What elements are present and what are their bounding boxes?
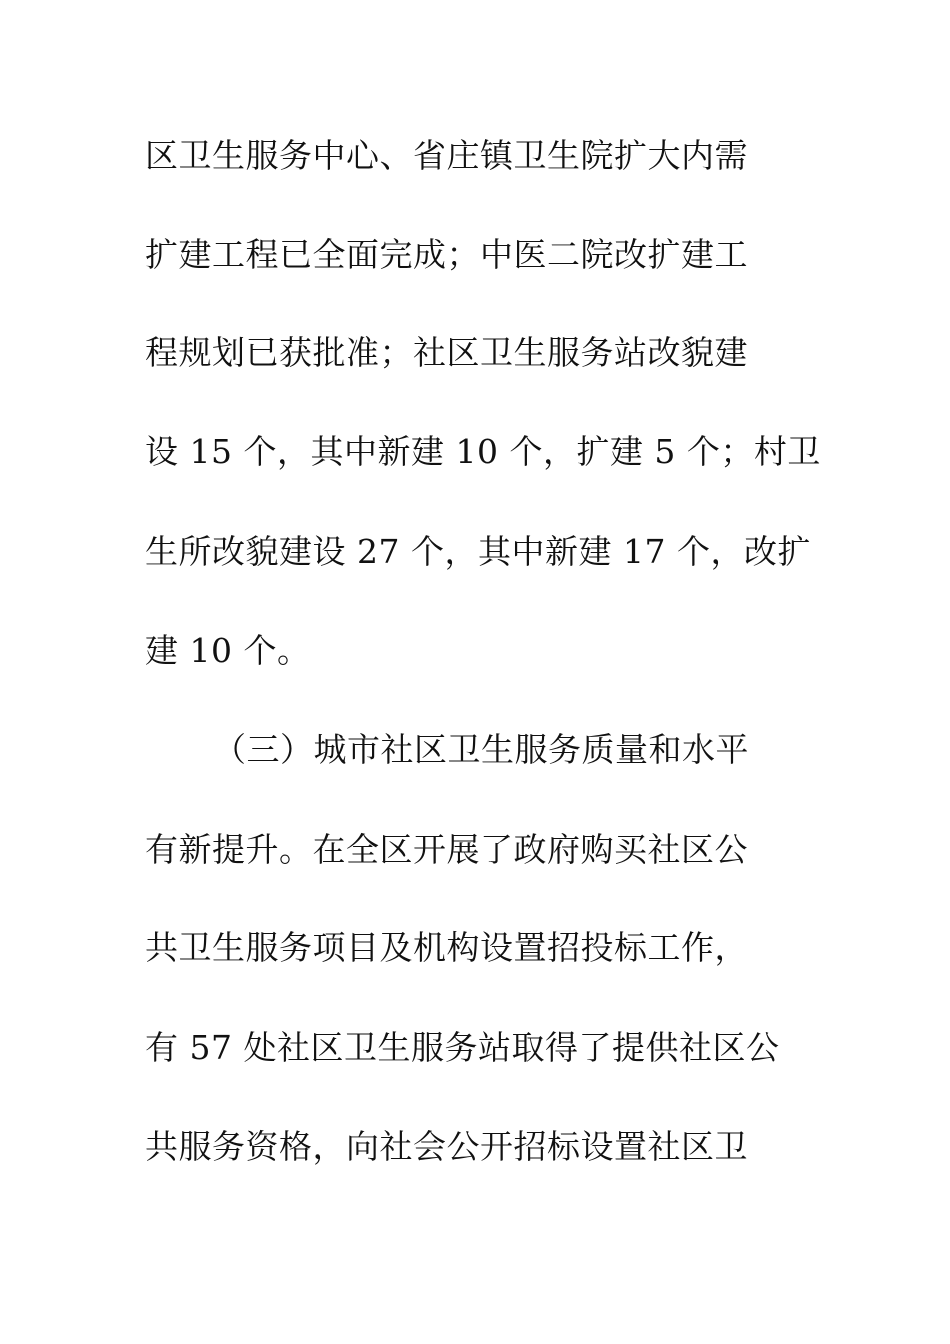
paragraph-line-1: 区卫生服务中心、省庄镇卫生院扩大内需 bbox=[145, 136, 748, 175]
paragraph-line-8: 有新提升。在全区开展了政府购买社区公 bbox=[145, 830, 748, 869]
section-heading-line: （三）城市社区卫生服务质量和水平 bbox=[213, 730, 749, 769]
paragraph-line-2: 扩建工程已全面完成；中医二院改扩建工 bbox=[145, 235, 748, 274]
paragraph-line-9: 共卫生服务项目及机构设置招投标工作， bbox=[145, 928, 748, 967]
paragraph-line-10: 有 57 处社区卫生服务站取得了提供社区公 bbox=[145, 1028, 780, 1067]
paragraph-line-4: 设 15 个，其中新建 10 个，扩建 5 个；村卫 bbox=[145, 432, 821, 471]
paragraph-line-6: 建 10 个。 bbox=[145, 631, 311, 670]
paragraph-line-11: 共服务资格，向社会公开招标设置社区卫 bbox=[145, 1127, 748, 1166]
paragraph-line-3: 程规划已获批准；社区卫生服务站改貌建 bbox=[145, 333, 748, 372]
paragraph-line-5: 生所改貌建设 27 个，其中新建 17 个，改扩 bbox=[145, 532, 811, 571]
